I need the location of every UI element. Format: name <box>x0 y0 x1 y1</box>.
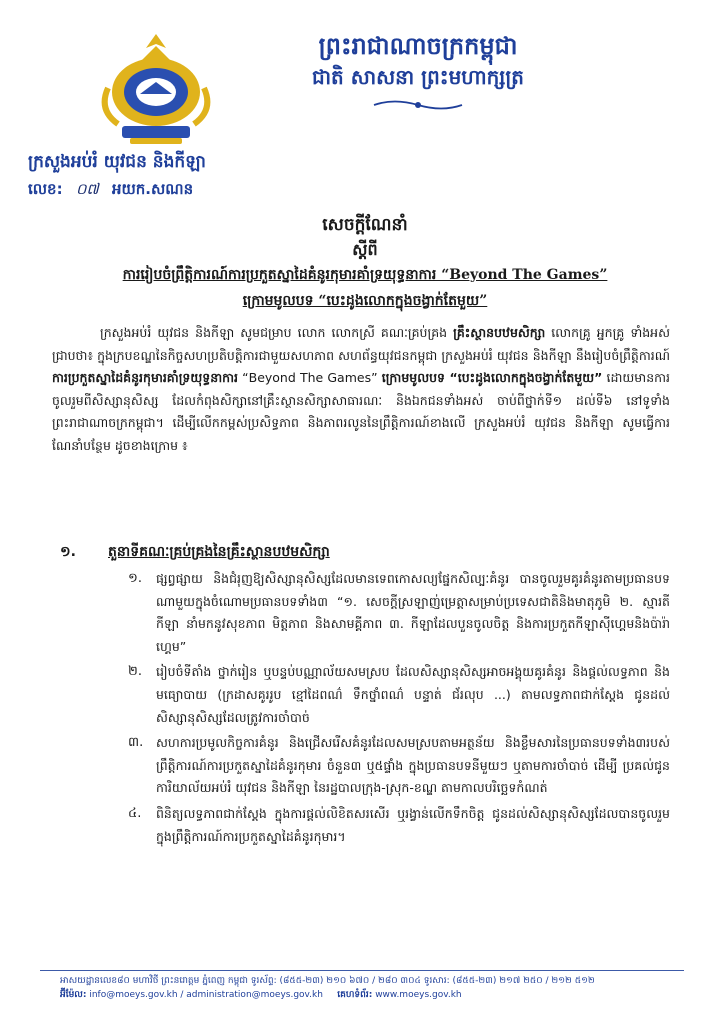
intro-paragraph <box>52 322 670 458</box>
ministry-name: ក្រសួងអប់រំ យុវជន និងកីឡា <box>28 152 206 172</box>
intro-text-2: លោកគ្រូ អ្នកគ្រូ ទាំងអស់ ជ្រាបថា៖ ក្នុងក្របខណ្ឌនៃកិច្ចសហប្រតិបត្តិការជាមួយសហភាព សហព័ន្ធយុវជនកម្ពុជា ក្រសួងអប់រំ យុវជន និងកីឡា នឹងរៀបចំព្រឹត្តិការណ៍ <box>52 325 670 363</box>
item-number: ៣. <box>128 735 144 751</box>
intro-bold-3: ក្រោមមូលបទ “បេះដូងលោកក្នុងចង្វាក់តែមួយ” <box>381 370 603 386</box>
item-number: ២. <box>128 664 142 680</box>
section-1 <box>60 540 680 851</box>
title-line-2: ស្ដីពី <box>352 240 378 259</box>
web-link[interactable]: www.moeys.gov.kh <box>375 990 462 1000</box>
ornament-icon <box>370 98 466 112</box>
title-line-4: ក្រោមមូលបទ “បេះដូងលោកក្នុងចង្វាក់តែមួយ” <box>242 293 488 309</box>
section-title: តួនាទីគណៈគ្រប់គ្រងនៃគ្រឹះស្ថានបឋមសិក្សា <box>108 544 330 560</box>
reference-number: ០៧ <box>75 180 99 198</box>
kingdom-header <box>268 30 568 112</box>
footer-address: អាសយដ្ឋានលេខ៨០ មហាវិថី ព្រះនរោត្តម ភ្នំពេញ កម្ពុជា ទូរស័ព្ទ: (៨៥៥-២៣) ២១០ ៦៧០ / ២៨០ ៣០៤ ទូរសារ: (៨៥៥-២៣) ២១៧ ២៥០ / ២១២ ៥១២ <box>60 976 595 986</box>
title-line-1: សេចក្ដីណែនាំ <box>322 215 408 235</box>
item-number: ១. <box>128 571 142 586</box>
list-item <box>60 803 680 848</box>
web-label: គេហទំព័រ: <box>337 990 373 1000</box>
title-line-3: ការរៀបចំព្រឹត្តិការណ៍ការប្រកួតស្នាដៃគំនូរកុមារគាំទ្រយុទ្ធនាការ “Beyond The Games” <box>122 267 608 283</box>
ministry-emblem-icon <box>96 30 216 148</box>
reference-label: លេខ: <box>28 180 63 198</box>
footer-contact <box>60 988 700 1002</box>
section-items <box>60 568 680 848</box>
intro-text-4: ដោយមានការចូលរួមពីសិស្សានុសិស្ស ដែលកំពុងសិក្សានៅគ្រឹះស្ថានសិក្សាសាធារណៈ និងឯកជនទាំងអស់ ចាប់ពីថ្នាក់ទី១ ដល់ទី៦ នៅទូទាំងព្រះរាជាណាចក្រកម្ពុជា។ ដើម្បីលើកកម្ពស់ប្រសិទ្ធភាព និងភាពរលូននៃព្រឹត្តិការណ៍ខាងលើ ក្រសួងអប់រំ យុវជន និងកីឡា សូមធ្វើការណែនាំបន្ថែម ដូចខាងក្រោម ៖ <box>52 370 670 453</box>
email-link[interactable]: info@moeys.gov.kh / administration@moeys.gov.kh <box>89 990 323 1000</box>
footer <box>60 974 700 1002</box>
item-text: រៀបចំទីតាំង ថ្នាក់រៀន ឬបន្ទប់បណ្ណាល័យសមស្រប ដែលសិស្សានុសិស្សអាចអង្គុយគូរគំនូរ និងផ្ដល់លទ្ធភាព និងមធ្យោបាយ (ក្រដាសគូររូប ខ្មៅដៃពណ៌ ទឹកថ្នាំពណ៌ បន្ទាត់ ជ័រលុប ...) តាមលទ្ធភាពជាក់ស្ដែង ជូនដល់សិស្សានុសិស្សដែលត្រូវការចាំបាច់ <box>156 664 670 725</box>
section-number: ១. <box>60 544 76 560</box>
item-number: ៤. <box>128 805 142 821</box>
footer-divider <box>40 970 684 971</box>
list-item <box>60 732 680 800</box>
item-text: ផ្សព្វផ្សាយ និងជំរុញឱ្យសិស្សានុសិស្សដែលមានទេពកោសល្យផ្នែកសិល្បៈគំនូរ បានចូលរួមគូរគំនូរតាមប្រធានបទណាមួយក្នុងចំណោមប្រធានបទទាំង៣ “១. សេចក្ដីស្រឡាញ់ម្រេត្តាសម្រាប់ប្រទេសជាតិនិងមាតុភូមិ ២. ស្មារតីកីឡា នាំមកនូវសុខភាព មិត្តភាព និងសាមគ្គីភាព ៣. កីឡាដែលបួនចូលចិត្ត និងការប្រកួតកីឡាស៊ីហ្គេមនិងប៉ារ៉ាហ្គេម” <box>156 571 670 654</box>
reference-suffix: អយក.សណន <box>111 180 194 198</box>
section-heading <box>60 540 680 564</box>
intro-text-1: ក្រសួងអប់រំ យុវជន និងកីឡា សូមជម្រាប លោក លោកស្រី គណៈគ្រប់គ្រង <box>100 325 454 340</box>
reference-line <box>28 178 193 200</box>
list-item <box>60 661 680 729</box>
kingdom-line-1: ព្រះរាជាណាចក្រកម្ពុជា <box>318 31 518 60</box>
list-item <box>60 568 680 658</box>
item-text: ពិនិត្យលទ្ធភាពជាក់ស្ដែង ក្នុងការផ្ដល់លិខិតសរសើរ ឬរង្វាន់លើកទឹកចិត្ត ជូនដល់សិស្សានុសិស្សដែលបានចូលរួមក្នុងព្រឹត្តិការណ៍ការប្រកួតស្នាដៃគំនូរកុមារ។ <box>156 805 670 844</box>
intro-bold-1: គ្រឹះស្ថានបឋមសិក្សា <box>453 325 546 340</box>
item-text: សហការប្រមូលកិច្ចការគំនូរ និងជ្រើសរើសគំនូរដែលសមស្របតាមអត្ថន័យ និងខ្លឹមសារនៃប្រធានបទទាំង៣របស់ព្រឹត្តិការណ៍ការប្រកួតស្នាដៃគំនូរកុមារ ចំនួន៣ ឬ៥ផ្ទាំង ក្នុងប្រធានបទនីមួយៗ ឬតាមការចាំបាច់ ដើម្បី ប្រគល់ជូនការិយាល័យអប់រំ យុវជន និងកីឡា នៃរដ្ឋបាលក្រុង-ស្រុក-ខណ្ឌ តាមកាលបរិច្ឆេទកំណត់ <box>156 735 670 796</box>
email-label: អ៊ីម៉ែល: <box>60 990 87 1000</box>
document-title <box>40 212 690 314</box>
intro-text-3: “Beyond The Games” <box>237 370 382 386</box>
intro-bold-2: ការប្រកួតស្នាដៃគំនូរកុមារគាំទ្រយុទ្ធនាការ <box>52 370 238 386</box>
kingdom-line-2: ជាតិ សាសនា ព្រះមហាក្សត្រ <box>312 65 524 89</box>
